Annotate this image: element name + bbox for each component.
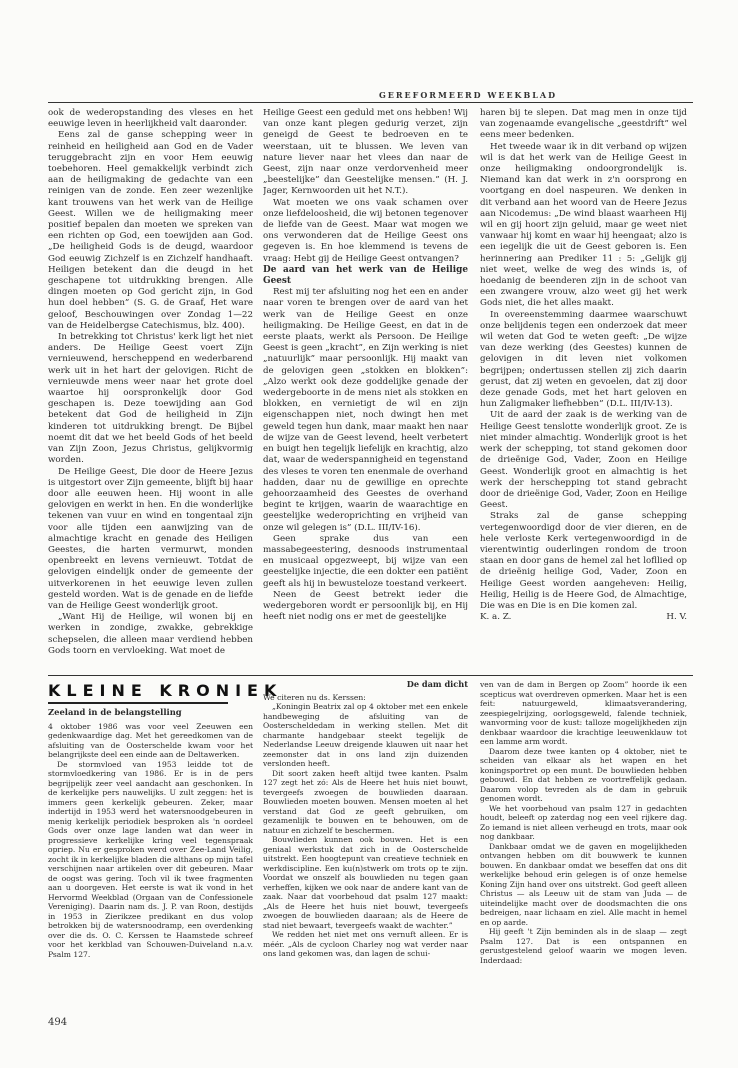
- paragraph: We redden het niet met ons vernuft alleen. Er is méér. „Als de cycloon Charley nog wat verder naar ons land gekomen was, dan lagen de schui-: [263, 930, 468, 958]
- kroniek-subheading: De dam dicht: [406, 680, 468, 689]
- article-column-3: [480, 108, 687, 670]
- paragraph: Hij geeft 't Zijn beminden als in de slaap — zegt Psalm 127. Dat is een ontspannen en gerustgestelend geloof waarin we mogen leven. Inderdaad:: [480, 927, 687, 965]
- paragraph: „Koningin Beatrix zal op 4 oktober met een enkele handbeweging de afsluiting van de Oosterscheldedam in werking stellen. Met dit charmante handgebaar steekt tegelijk de Nederlandse Leeuw dreigende klauwen uit naar het zeemonster dat in ons land zijn duizenden verslonden heeft.: [263, 702, 468, 768]
- paragraph: De Heilige Geest, Die door de Heere Jezus is uitgestort over Zijn gemeente, blijft bij haar door alle eeuwen heen. Hij woont in alle gelovigen en werkt in hen. En die wonderlijke tekenen van vuur en wind en tongentaal zijn voor alle tijden een aanwijzing van de almachtige kracht en genade des Heiligen Geestes, die harten vermurwt, monden openbreekt en levens vernieuwt. Totdat de gelovigen eindelijk onder de gemeente der uitverkorenen in het eeuwige leven zullen gesteld worden. Wat is de genade en de liefde van de Heilige Geest wonderlijk groot.: [48, 466, 253, 611]
- paragraph: We citeren nu ds. Kerssen:: [263, 692, 366, 702]
- kroniek-title-underline: [48, 702, 228, 704]
- paragraph: Eens zal de ganse schepping weer in reinheid en heiligheid aan God en de Vader teruggebracht zijn en voor Hem eeuwig toebehoren. Heel gemakkelijk verbindt zich aan de heiligmaking de gedachte van een reinigen van de zonde. Een zeer wezenlijke kant trouwens van het werk van de Heilige Geest. Willen we de heiligmaking meer positief bepalen dan moeten we spreken van een richten op God, een toewijden aan God. „De heiligheid Gods is de deugd, waardoor God eeuwig Zichzelf is en Zichzelf handhaaft. Heiligen betekent dan die deugd in het geschapene tot uitdrukking brengen. Alle dingen moeten op God gericht zijn, in God hun doel hebben” (S. G. de Graaf, Het ware geloof, Beschouwingen over Zondag 1—22 van de Heidelbergse Catechismus, blz. 400).: [48, 130, 253, 331]
- header-rule: [48, 102, 693, 103]
- article-column-2: [263, 108, 468, 670]
- paragraph: We het voorbehoud van psalm 127 in gedachten houdt, beleeft op zaterdag nog een veel rijkere dag. Zo iemand is niet alleen verheugd en trots, maar ook nog dankbaar.: [480, 803, 687, 841]
- paragraph: ook de wederopstanding des vleses en het eeuwige leven in heerlijkheid valt daaronder.: [48, 108, 253, 130]
- paragraph: Straks zal de ganse schepping vertegenwoordigd door de vier dieren, en de hele verloste Kerk vertegenwoordigd in de vierentwintig ouderlingen rondom de troon staan en door gans de hemel zal het lofllied op de drieënig heilige God, Vader, Zoon en Heilige Geest worden aangeheven: Heilig, Heilig, Heilig is de Heere God, de Almachtige, Die was en Die is en Die komen zal.: [480, 511, 687, 611]
- kroniek-column-3: [480, 680, 687, 1008]
- paragraph: In overeenstemming daarmee waarschuwt onze belijdenis tegen een onderzoek dat meer wil weten dat God te weten geeft: „De wijze van deze werking (des Geestes) kunnen de gelovigen in dit leven niet volkomen begrijpen; ondertussen stellen zij zich daarin gerust, dat zij weten en gevoelen, dat zij door deze genade Gods, met het hart geloven en hun Zaligmaker liefhebben” (D.L. III/IV-13).: [480, 309, 687, 410]
- running-header: GEREFORMEERD WEEKBLAD: [378, 90, 558, 100]
- kroniek-column-1: [48, 708, 253, 1008]
- paragraph: Dit soort zaken heeft altijd twee kanten. Psalm 127 zegt het zó: Als de Heere het huis niet bouwt, tevergeefs zwoegen de bouwlieden daaraan. Bouwlieden moeten bouwen. Mensen moeten al het verstand dat God ze geeft gebruiken, om gezamenlijk te bouwen en te behouwen, om de natuur en zichzelf te beschermen.: [263, 768, 468, 835]
- paragraph: „Want Hij de Heilige, wil wonen bij en werken in zondige, zwakke, gebrekkige schepselen, die alleen maar verdiend hebben Gods toorn en vervloeking. Wat moet de: [48, 612, 253, 656]
- paragraph: In betrekking tot Christus' kerk ligt het niet anders. De Heilige Geest voert Zijn vernieuwend, herscheppend en wederbarend werk uit in het hart der gelovigen. Richt de vernieuwde mens weer naar het grote doel waartoe hij oorspronkelijk door God geschapen is. Deze toewijding aan God betekent dat God de heiligheid in Zijn kinderen tot uitdrukking brengt. De Bijbel noemt dit dat we het beeld Gods of het beeld van Zijn Zoon, Jezus Christus, gelijkvormig worden.: [48, 332, 253, 466]
- paragraph: 4 oktober 1986 was voor veel Zeeuwen een gedenkwaardige dag. Met het gereedkomen van de afsluiting van de Oosterschelde kwam voor het belangrijkste deel een einde aan de Deltawerken.: [48, 721, 253, 759]
- paragraph: Daarom deze twee kanten op 4 oktober, niet te scheiden van elkaar als het wapen en het koningsportret op een munt. De bouwlieden hebben gebouwd. En dat hebben ze voortreffelijk gedaan. Daarom volop tevreden als de dam in gebruik genomen wordt.: [480, 746, 687, 803]
- signature-right: H. V.: [666, 612, 687, 623]
- paragraph: Het tweede waar ik in dit verband op wijzen wil is dat het werk van de Heilige Geest in onze heiligmaking ondoorgrondelijk is. Niemand kan dat werk in z'n oorsprong en voortgang en doel naspeuren. We denken in dit verband aan het woord van de Heere Jezus aan Nicodemus: „De wind blaast waarheen Hij wil en gij hoort zijn geluid, maar ge weet niet vanwaar hij komt en waar hij heengaat; alzo is een iegelijk die uit de Geest geboren is. Een herinnering aan Prediker 11 : 5: „Gelijk gij niet weet, welke de weg des winds is, of hoedanig de beenderen zijn in de schoot van een zwangere vrouw, alzo weet gij het werk Gods niet, die het alles maakt.: [480, 141, 687, 309]
- paragraph: Uit de aard der zaak is de werking van de Heilige Geest tenslotte wonderlijk groot. Ze is niet minder almachtig. Wonderlijk groot is het werk der schepping, tot stand gekomen door de drieënige God, Vader, Zoon en Heilige Geest. Wonderlijk groot en almachtig is het werk der herschepping tot stand gebracht door de drieënige God, Vader, Zoon en Heilige Geest.: [480, 410, 687, 511]
- paragraph: Dankbaar omdat we de gaven en mogelijkheden ontvangen hebben om dit bouwwerk te kunnen bouwen. En dankbaar omdat we beseffen dat ons dit werkelijke behoud erin gelegen is of onze hemelse Koning Zijn hand over ons uitstrekt. God geeft alleen Christus — als Leeuw uit de stam van Juda — de uiteindelijke macht over de doodsmachten die ons bedreigen, naar lichaam en ziel. Alle macht in hemel en op aarde.: [480, 841, 687, 927]
- paragraph: Neen de Geest betrekt ieder die wedergeboren wordt er persoonlijk bij, en Hij heeft niet nodig ons er met de geestelijke: [263, 589, 468, 623]
- paragraph: ven van de dam in Bergen op Zoom” hoorde ik een scepticus wat overdreven opmerken. Maar het is een feit: natuurgeweld, klimaatsverandering, zeespiegelrijzing, oorlogsgeweld, falende techniek, wanvorming voor de kust: talloze mogelijkheden zijn denkbaar waardoor die krachtige leeuwenklauw tot een lamme arm wordt.: [480, 680, 687, 746]
- page-number: 494: [48, 1017, 68, 1028]
- signature: [480, 612, 687, 623]
- paragraph: Heilige Geest een geduld met ons hebben! Wij van onze kant plegen gedurig verzet, zijn geneigd de Geest te bedroeven en te weerstaan, uit te blussen. We leven van nature liever naar het vlees dan naar de Geest, zijn naar onze verdorvenheid meer „beestelijke” dan Geestelijke mensen.” (H. J. Jager, Kernwoorden uit het N.T.).: [263, 108, 468, 197]
- section-subtitle: De aard van het werk van de Heilige Geest: [263, 264, 468, 287]
- paragraph: haren bij te slepen. Dat mag men in onze tijd van zogenaamde evangelische „geestdrift” wel eens meer bedenken.: [480, 108, 687, 141]
- article-column-1: [48, 108, 253, 670]
- paragraph: De stormvloed van 1953 leidde tot de stormvloedkering van 1986. Er is in de pers begrijpelijk zeer veel aandacht aan geschonken. In de kerkelijke pers nauwelijks. U zult zeggen: het is immers geen kerkelijk gebeuren. Zeker, maar indertijd in 1953 werd het watersnoodgebeuren in menig kerkelijk periodiek besproken als 'n oordeel Gods over onze lage landen wat dan weer in progressieve kerkelijke kring veel tegenspraak opriep. Nu er gesproken werd over Zee-Land Veilig, zocht ik in kerkelijke bladen die althans op mijn tafel verschijnen naar artikelen over dit gebeuren. Maar de oogst was gering. Toch vil ik twee fragmenten aan u doorgeven. Het eerste is wat ik vond in het Hervormd Weekblad (Orgaan van de Confessionele Vereniging). Daarin nam ds. J. P. van Roon, destijds in 1953 in Zierikzee predikant en dus volop betrokken bij de watersnoodramp, een overdenking over die ds. O. C. Kerssen te Haamstede schreef voor het kerkblad van Schouwen-Duiveland n.a.v. Psalm 127.: [48, 759, 253, 959]
- section-rule: [48, 675, 693, 676]
- signature-left: K. a. Z.: [480, 612, 512, 623]
- paragraph: Wat moeten we ons vaak schamen over onze liefdeloosheid, die wij betonen tegenover de liefde van de Geest. Maar wat mogen we ons verwonderen dat de Heilige Geest ons gegeven is. En hoe klemmend is tevens de vraag: Hebt gij de Heilige Geest ontvangen?: [263, 197, 468, 264]
- kroniek-column-2: [263, 680, 468, 1008]
- kroniek-title: KLEINE KRONIEK: [48, 681, 283, 700]
- paragraph: Geen sprake dus van een massabegeestering, desnoods instrumentaal en musicaal opgezweept, bij wijze van een geestelijke injectie, die een dokter een patiënt geeft als hij in bewusteloze toestand verkeert.: [263, 533, 468, 589]
- kroniek-heading: Zeeland in de belangstelling: [48, 708, 182, 717]
- paragraph: Bouwlieden kunnen ook bouwen. Het is een geniaal werkstuk dat zich in de Oosterschelde uitstrekt. Een hoogtepunt van creatieve techniek en werkdiscipline. Een ku(n)stwerk om trots op te zijn. Voordat we onszelf als bouwlieden nu tegen gaan verheffen, kijken we ook naar de andere kant van de zaak. Naar dat voorbehoud dat psalm 127 maakt: „Als de Heere het huis niet bouwt, tevergeefs zwoegen de bouwlieden daaraan; als de Heere de stad niet bewaart, tevergeefs waakt de wachter.”: [263, 835, 468, 930]
- paragraph: Rest mij ter afsluiting nog het een en ander naar voren te brengen over de aard van het werk van de Heilige Geest en onze heiligmaking. De Heilige Geest, en dat in de eerste plaats, werkt als Persoon. De Heilige Geest is geen „kracht”, en Zijn werking is niet „natuurlijk” maar persoonlijk. Hij maakt van de gelovigen geen „stokken en blokken”: „Alzo werkt ook deze goddelijke genade der wedergeboorte in de mens niet als stokken en blokken, en vernietigt de wil en zijn eigenschappen niet, noch dwingt hen met geweld tegen hun dank, maar maakt hen naar de wijze van de Geest levend, heelt verbetert en buigt hen tegelijk liefelijk en krachtig, alzo dat, waar de wederspannigheid en tegenstand des vleses te voren ten enenmale de overhand hadden, daar nu de gewillige en oprechte gehoorzaamheid des Geestes de overhand begint te krijgen, waarin de waarachtige en geestelijke wederoprichting en vrijheid van onze wil gelegen is” (D.L. III/IV-16).: [263, 287, 468, 533]
